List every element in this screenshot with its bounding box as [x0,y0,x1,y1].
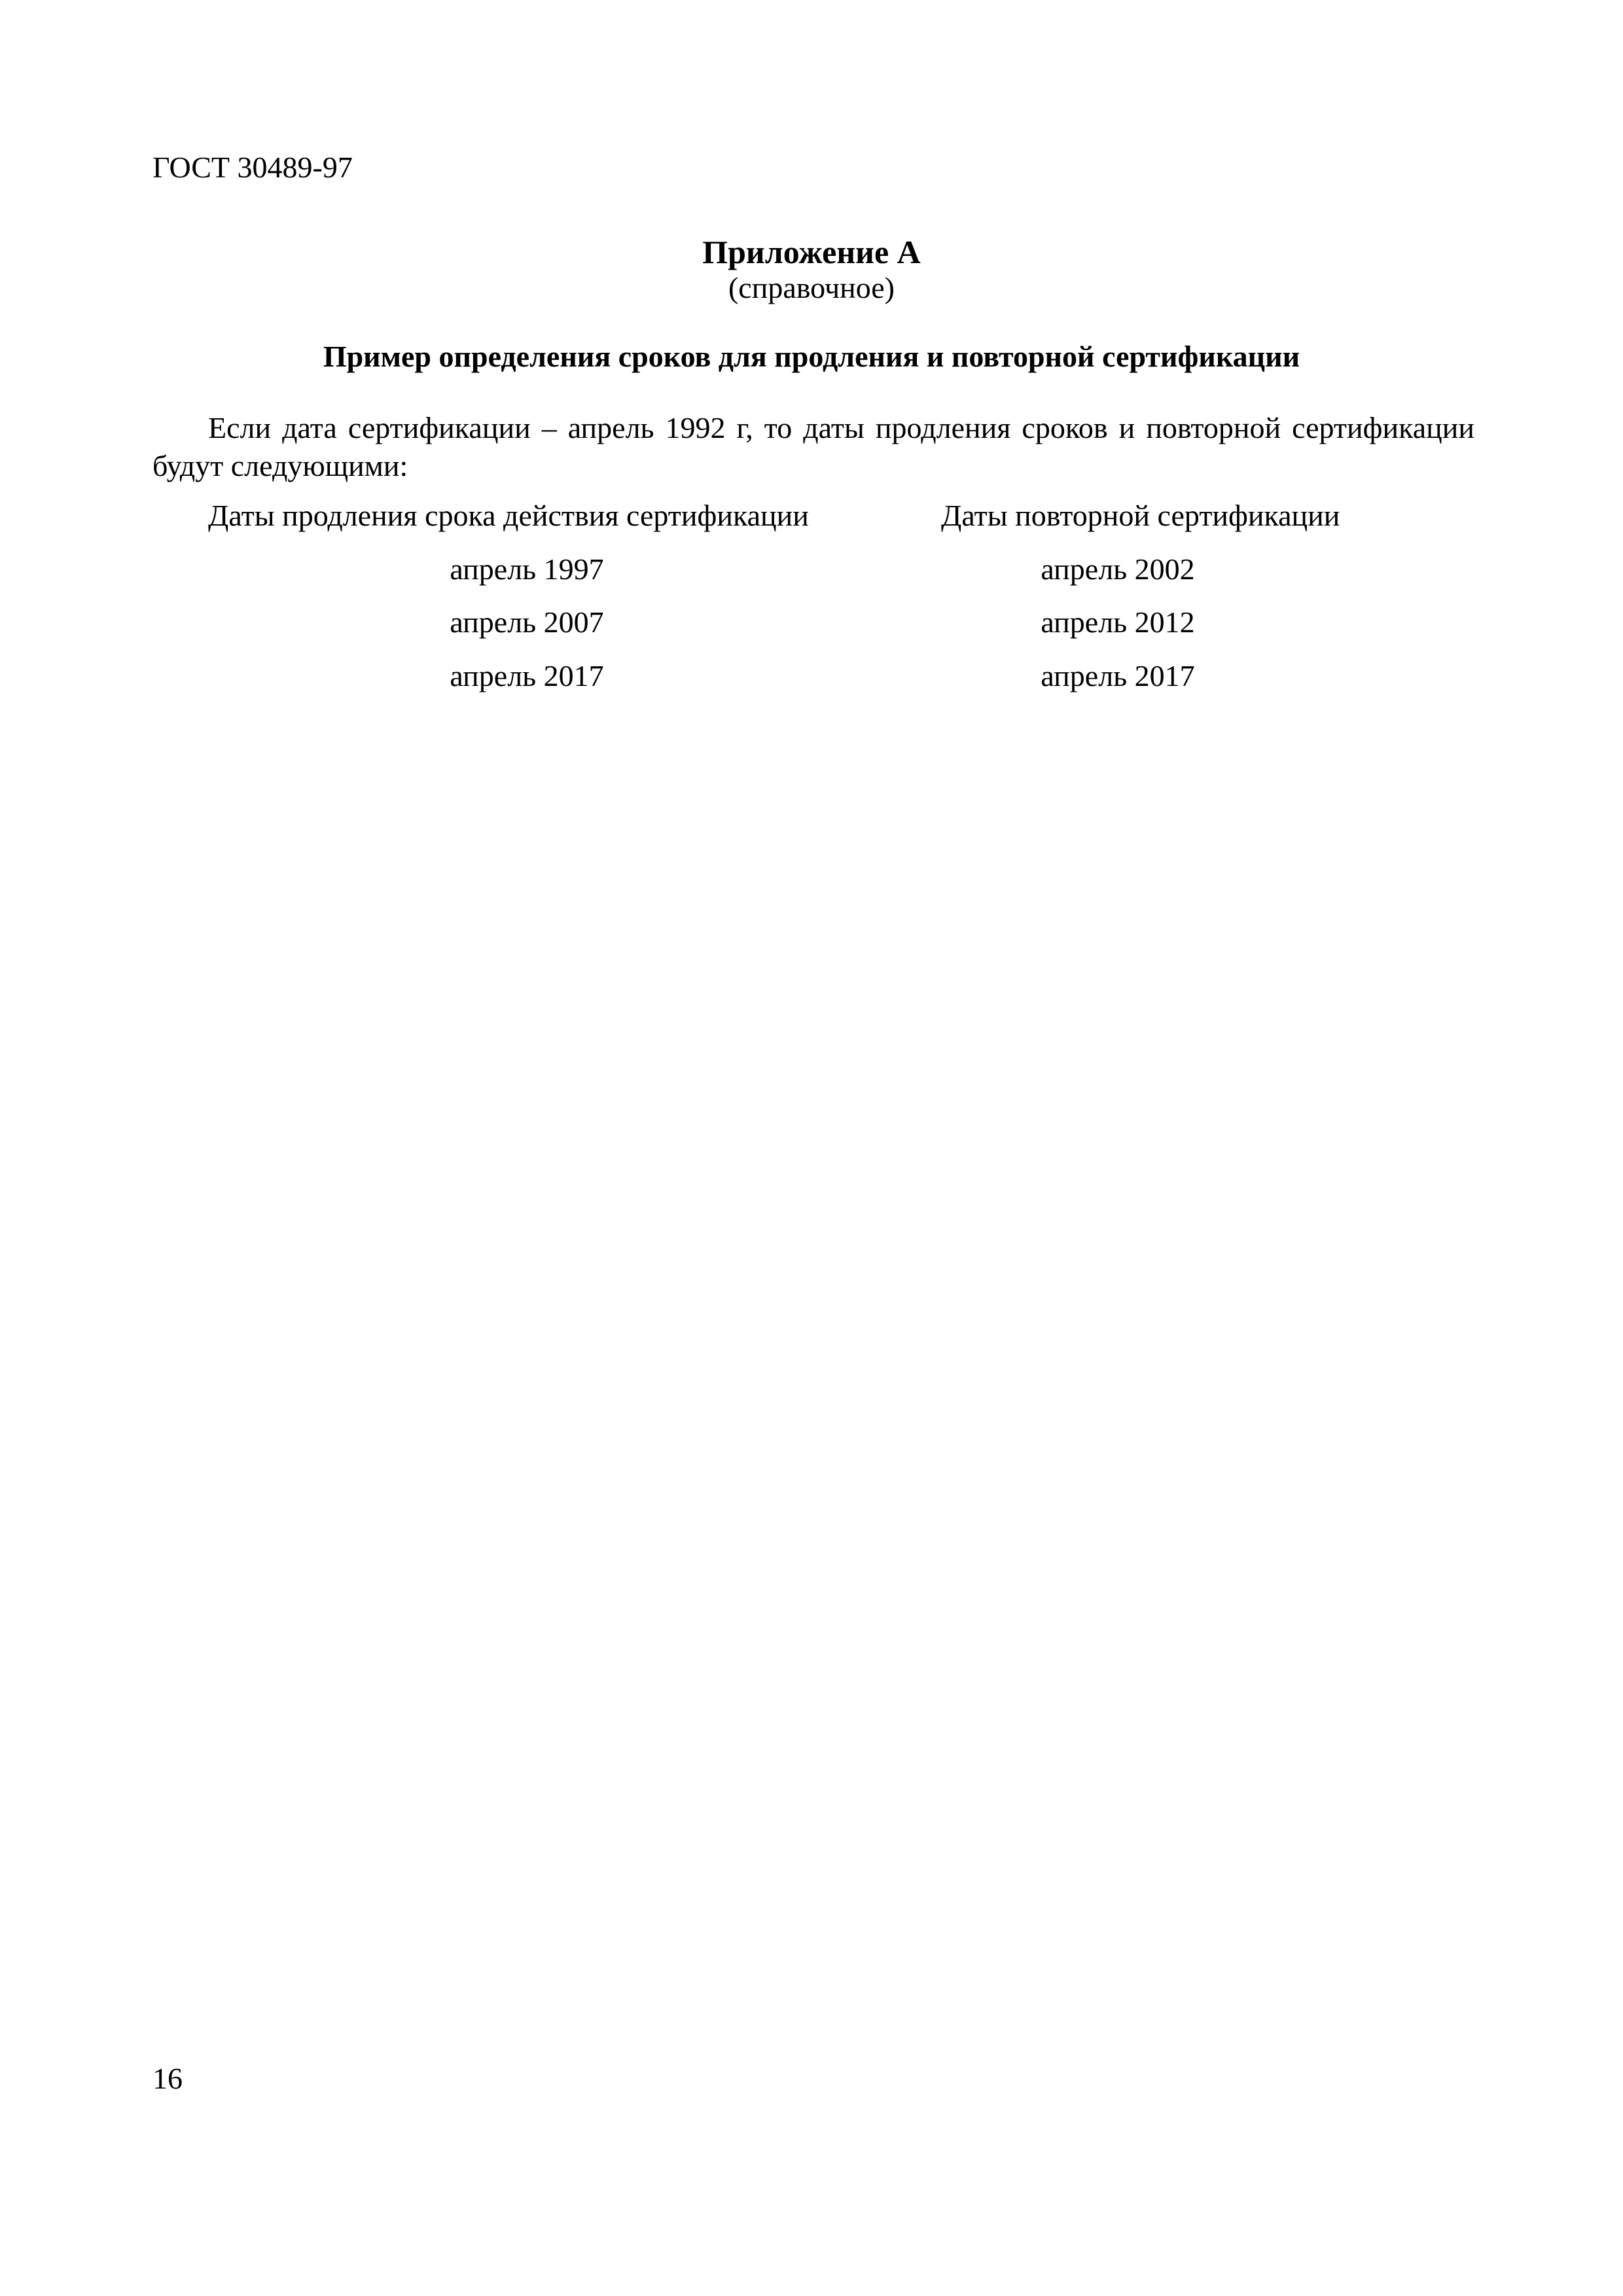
appendix-title: Приложение А [702,234,921,270]
appendix-subtitle: (справочное) [728,271,895,304]
example-title: Пример определения сроков для продления и повторной сертификации [323,340,1300,373]
table-cell: апрель 2017 [1041,659,1195,692]
column-header-recertification-dates: Даты повторной сертификации [941,499,1340,532]
page-number: 16 [152,2062,183,2095]
table-cell: апрель 2017 [450,659,604,692]
table-cell: апрель 2012 [1041,605,1195,639]
column-header-extension-dates: Даты продления срока действия сертификации [208,499,809,532]
table-cell: апрель 2007 [450,605,604,639]
table-cell: апрель 1997 [450,552,604,586]
example-paragraph: Если дата сертификации – апрель 1992 г, то даты продления сроков и повторной сертификации будут следующими: [152,411,1474,482]
table-cell: апрель 2002 [1041,552,1195,586]
document-code: ГОСТ 30489-97 [152,151,353,184]
